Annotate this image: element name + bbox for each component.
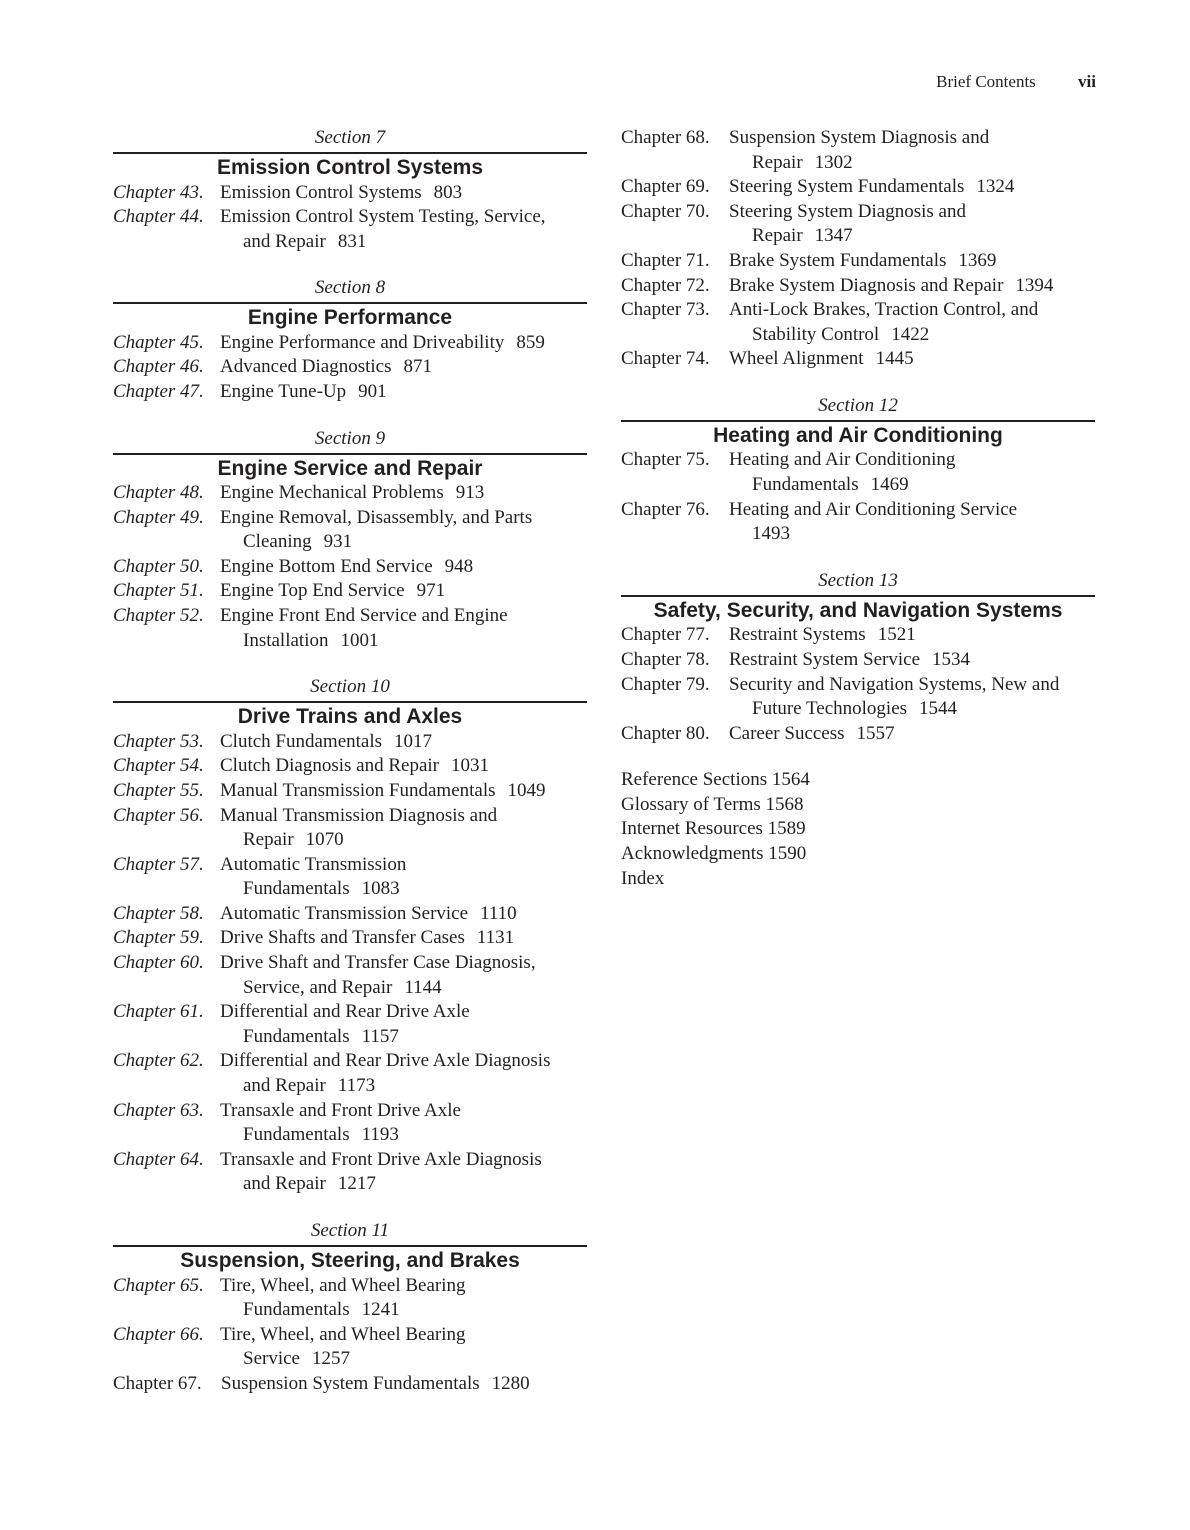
chapter-page-number: 901 [358,380,387,402]
toc-entry[interactable] [621,200,1095,249]
toc-entry[interactable] [113,951,587,1000]
entry-first-line [113,1000,587,1025]
chapter-title[interactable]: Cleaning [243,531,312,553]
entry-first-line [113,730,587,755]
chapter-number: Chapter 74. [621,348,710,370]
entry-first-line [113,926,587,951]
chapter-title[interactable]: Emission Control System Testing, Service, [220,206,546,228]
chapter-page-number: 1302 [814,151,853,173]
chapter-title[interactable]: and Repair [243,1075,326,1097]
section-title: Engine Performance [247,306,453,330]
chapter-number: Chapter 52. [113,605,204,627]
entry-first-line [621,200,1095,225]
toc-entry[interactable] [113,1323,587,1372]
entry-first-line [113,951,587,976]
chapter-title[interactable]: Drive Shafts and Transfer Cases [220,927,465,949]
chapter-page-number: 1493 [752,523,790,545]
chapter-title[interactable]: Brake System Diagnosis and Repair [729,274,1004,296]
chapter-title[interactable]: Engine Performance and Driveability [220,331,505,353]
toc-entry[interactable] [621,648,1095,673]
chapter-title[interactable]: and Repair [243,1173,326,1195]
chapter-page-number: 971 [416,580,446,602]
chapter-number: Chapter 69. [621,176,710,198]
section-title: Emission Control Systems [216,156,484,179]
back-matter-page: 1589 [767,818,806,840]
back-matter-item[interactable] [621,842,1095,867]
back-matter-list [621,768,1095,891]
chapter-page-number: 1422 [891,323,930,345]
chapter-page-number: 1144 [404,976,442,998]
back-matter-label: Internet Resources [621,818,763,840]
chapter-title[interactable]: Fundamentals [243,1299,350,1321]
section-label: Section 7 [314,127,386,148]
chapter-title[interactable]: Repair [752,151,803,173]
entry-continuation-line [113,530,587,555]
chapter-title[interactable]: Suspension System Diagnosis and [729,127,990,148]
toc-entry[interactable] [113,380,587,405]
section-title: Safety, Security, and Navigation Systems [653,598,1063,622]
back-matter-item[interactable] [621,867,1095,892]
chapter-number: Chapter 68. [621,127,710,148]
section-label: Section 9 [314,427,386,449]
toc-entry[interactable] [113,555,587,580]
chapter-title[interactable]: Engine Mechanical Problems [220,482,444,504]
chapter-number: Chapter 64. [113,1148,204,1170]
entry-continuation-line [113,877,587,902]
entry-first-line [113,779,587,804]
toc-entry[interactable] [113,754,587,779]
chapter-title[interactable]: and Repair [243,230,326,252]
chapter-number: Chapter 70. [621,200,710,222]
toc-entry[interactable] [113,355,587,380]
chapter-number: Chapter 60. [113,952,204,974]
chapter-number: Chapter 73. [621,299,710,321]
chapter-number: Chapter 66. [113,1323,204,1345]
chapter-title[interactable]: Engine Front End Service and Engine [220,605,508,627]
section-label: Section 10 [310,676,390,698]
toc-entry[interactable] [621,448,1095,497]
chapter-page-number: 1521 [877,624,916,646]
entry-first-line [621,175,1095,200]
chapter-number: Chapter 57. [113,853,204,875]
chapter-number: Chapter 72. [621,274,710,296]
chapter-title[interactable]: Career Success [729,722,845,744]
toc-entry[interactable] [113,331,587,356]
chapter-number: Chapter 50. [113,555,204,577]
entry-first-line [113,555,587,580]
section-title: Engine Service and Repair [217,456,483,480]
entry-first-line [113,181,587,206]
chapter-number: Chapter 47. [113,380,204,402]
entry-first-line [113,1148,587,1173]
back-matter-page: 1564 [771,769,810,791]
chapter-title[interactable]: Repair [243,829,294,851]
section-divider [113,152,587,154]
toc-entry[interactable] [113,181,587,206]
page-number: vii [1078,72,1096,91]
chapter-title[interactable]: Fundamentals [243,1124,350,1146]
chapter-page-number: 1347 [814,225,853,247]
section-divider [621,420,1095,422]
section-divider [113,1245,587,1247]
left-column [113,126,587,1418]
chapter-title[interactable]: Automatic Transmission [220,853,407,875]
chapter-title[interactable]: Future Technologies [752,698,908,720]
chapter-title[interactable]: Brake System Fundamentals [729,249,947,271]
section-divider [113,302,587,304]
section-title: Heating and Air Conditioning [713,423,1003,447]
entry-first-line [621,274,1095,299]
toc-entry[interactable] [113,1148,587,1197]
chapter-title[interactable]: Advanced Diagnostics [220,356,392,378]
chapter-title[interactable]: Engine Removal, Disassembly, and Parts [220,506,533,528]
running-head-title: Brief Contents [936,72,1036,91]
chapter-number: Chapter 79. [621,673,710,695]
chapter-page-number: 1257 [311,1348,350,1370]
entry-first-line [113,355,587,380]
chapter-title[interactable]: Steering System Diagnosis and [729,200,966,222]
chapter-page-number: 1445 [875,348,914,370]
section-label: Section 12 [818,394,898,416]
toc-entry[interactable] [113,205,587,254]
chapter-number: Chapter 43. [113,181,204,203]
chapter-title[interactable]: Restraint System Service [729,648,921,670]
entry-continuation-line [113,629,587,654]
entry-first-line [621,249,1095,274]
chapter-number: Chapter 58. [113,902,204,924]
chapter-number: Chapter 46. [113,356,204,378]
entry-first-line [113,1274,587,1299]
chapter-page-number: 803 [433,181,463,203]
chapter-page-number: 913 [455,482,485,504]
toc-section [621,569,1095,746]
entry-continuation-line [113,1347,587,1372]
chapter-number: Chapter 44. [113,206,204,228]
chapter-number: Chapter 65. [113,1274,204,1296]
entry-continuation-line [621,151,1095,176]
toc-section [621,394,1095,547]
entry-continuation-line [113,1123,587,1148]
back-matter-item[interactable] [621,793,1095,818]
chapter-number: Chapter 45. [113,331,204,353]
entry-continuation-line [113,828,587,853]
chapter-page-number: 1369 [958,249,997,271]
chapter-title[interactable]: Service [243,1348,300,1370]
running-head [936,71,1096,93]
chapter-title[interactable]: Differential and Rear Drive Axle Diagnosis [220,1050,551,1072]
chapter-number: Chapter 55. [113,779,204,801]
chapter-title[interactable]: Transaxle and Front Drive Axle [220,1099,461,1121]
toc-entry[interactable] [113,730,587,755]
toc-section [113,1219,587,1396]
chapter-title[interactable]: Restraint Systems [729,624,866,646]
chapter-page-number: 1534 [932,648,971,670]
entry-first-line [113,1049,587,1074]
toc-entry[interactable] [113,779,587,804]
section-divider [113,453,587,455]
back-matter-page: 1568 [765,793,804,815]
chapter-title[interactable]: Emission Control Systems [220,181,422,203]
chapter-title[interactable]: Heating and Air Conditioning [729,449,956,471]
toc-section [113,276,587,404]
chapter-page-number: 1193 [361,1124,399,1146]
chapter-page-number: 1001 [340,629,379,651]
entry-first-line [113,604,587,629]
toc-entry[interactable] [113,1000,587,1049]
chapter-number: Chapter 67. [113,1372,202,1394]
chapter-number: Chapter 54. [113,755,204,777]
chapter-page-number: 1031 [451,755,489,777]
chapter-title[interactable]: Manual Transmission Diagnosis and [220,804,498,826]
chapter-title[interactable]: Fundamentals [243,1025,350,1047]
toc-entry[interactable] [113,926,587,951]
chapter-number: Chapter 78. [621,648,710,670]
section-label: Section 8 [314,277,386,299]
toc-entry[interactable] [621,175,1095,200]
chapter-page-number: 1217 [337,1173,376,1195]
continued-chapters [621,126,1095,372]
chapter-page-number: 1110 [480,902,517,924]
chapter-page-number: 1157 [361,1025,399,1047]
entry-first-line [621,722,1095,747]
chapter-title[interactable]: Steering System Fundamentals [729,176,965,198]
entry-first-line [113,506,587,531]
toc-section [113,427,587,654]
chapter-page-number: 871 [403,356,432,378]
back-matter-label: Acknowledgments [621,843,764,865]
entry-continuation-line [113,1025,587,1050]
entry-first-line [113,853,587,878]
section-divider [113,701,587,703]
entry-first-line [621,673,1095,698]
chapter-number: Chapter 53. [113,730,204,752]
toc-entry[interactable] [113,579,587,604]
chapter-number: Chapter 76. [621,498,710,520]
chapter-title[interactable]: Security and Navigation Systems, New and [729,673,1060,695]
chapter-page-number: 1557 [856,722,895,744]
section-label: Section 13 [818,569,898,591]
chapter-page-number: 1394 [1015,274,1054,296]
chapter-number: Chapter 75. [621,449,710,471]
entry-first-line [113,331,587,356]
toc-entry[interactable] [113,506,587,555]
toc-entry[interactable] [621,274,1095,299]
chapter-title[interactable]: Engine Top End Service [220,580,405,602]
chapter-title[interactable]: Installation [243,629,329,651]
chapter-page-number: 831 [337,230,367,252]
entry-continuation-line [113,976,587,1001]
entry-continuation-line [621,522,1095,547]
section-title: Drive Trains and Axles [237,705,463,729]
toc-section [113,126,587,254]
entry-first-line [113,380,587,405]
entry-first-line [621,347,1095,372]
back-matter-label: Glossary of Terms [621,793,761,815]
toc-entry[interactable] [113,1274,587,1323]
chapter-title[interactable]: Anti-Lock Brakes, Traction Control, and [729,299,1039,321]
entry-first-line [621,623,1095,648]
chapter-title[interactable]: Drive Shaft and Transfer Case Diagnosis, [220,952,536,974]
toc-entry[interactable] [113,804,587,853]
entry-first-line [113,804,587,829]
toc-entry[interactable] [621,249,1095,274]
entry-first-line [113,1372,587,1397]
chapter-page-number: 859 [516,331,545,353]
toc-entry[interactable] [113,902,587,927]
chapter-title[interactable]: Engine Bottom End Service [220,555,433,577]
entry-continuation-line [621,323,1095,348]
chapter-page-number: 1280 [491,1372,530,1394]
entry-first-line [621,498,1095,523]
entry-continuation-line [113,1298,587,1323]
chapter-page-number: 1083 [361,878,400,900]
chapter-title[interactable]: Suspension System Fundamentals [221,1372,480,1394]
chapter-title[interactable]: Fundamentals [243,878,350,900]
toc-entry[interactable] [113,481,587,506]
toc-entry[interactable] [113,1372,587,1397]
entry-first-line [621,448,1095,473]
chapter-title[interactable]: Wheel Alignment [729,348,864,370]
chapter-title[interactable]: Tire, Wheel, and Wheel Bearing [220,1323,466,1345]
entry-continuation-line [113,230,587,255]
chapter-title[interactable]: Engine Tune-Up [220,380,347,402]
toc-entry[interactable] [113,1049,587,1098]
chapter-page-number: 1173 [337,1075,376,1097]
entry-first-line [621,126,1095,151]
section-divider [621,595,1095,597]
entry-first-line [113,902,587,927]
toc-entry[interactable] [113,1099,587,1148]
chapter-page-number: 1324 [976,176,1015,198]
chapter-page-number: 1544 [919,698,958,720]
chapter-number: Chapter 62. [113,1050,204,1072]
chapter-number: Chapter 49. [113,506,204,528]
chapter-title[interactable]: Differential and Rear Drive Axle [220,1001,470,1023]
toc-entry[interactable] [113,853,587,902]
chapter-number: Chapter 80. [621,722,710,744]
back-matter-page: 1590 [768,843,807,865]
entry-first-line [621,648,1095,673]
chapter-page-number: 1070 [305,829,344,851]
toc-entry[interactable] [621,347,1095,372]
chapter-title[interactable]: Automatic Transmission Service [220,902,469,924]
chapter-title[interactable]: Manual Transmission Fundamentals [220,779,496,801]
toc-entry[interactable] [621,623,1095,648]
toc-entry[interactable] [621,722,1095,747]
chapter-title[interactable]: Repair [752,225,803,247]
chapter-number: Chapter 63. [113,1099,204,1121]
chapter-page-number: 1131 [476,927,515,949]
chapter-page-number: 948 [444,555,474,577]
chapter-number: Chapter 56. [113,804,204,826]
section-title: Suspension, Steering, and Brakes [180,1249,520,1272]
entry-continuation-line [621,224,1095,249]
chapter-number: Chapter 61. [113,1001,204,1023]
chapter-title[interactable]: Tire, Wheel, and Wheel Bearing [220,1274,466,1296]
chapter-number: Chapter 51. [113,580,204,602]
section-label: Section 11 [310,1220,390,1241]
back-matter-label: Reference Sections [621,769,768,791]
chapter-page-number: 1469 [870,474,909,496]
entry-first-line [113,1323,587,1348]
entry-continuation-line [113,1172,587,1197]
chapter-number: Chapter 77. [621,624,710,646]
chapter-page-number: 931 [323,531,353,553]
right-column [621,126,1095,891]
entry-continuation-line [113,1074,587,1099]
entry-first-line [621,298,1095,323]
toc-entry[interactable] [621,673,1095,722]
entry-first-line [113,481,587,506]
toc-entry[interactable] [621,498,1095,547]
chapter-number: Chapter 59. [113,927,204,949]
chapter-title[interactable]: Stability Control [752,323,880,345]
back-matter-label: Index [621,867,665,889]
entry-first-line [113,205,587,230]
back-matter-item[interactable] [621,768,1095,793]
chapter-number: Chapter 71. [621,249,710,271]
chapter-title[interactable]: Service, and Repair [243,976,393,998]
chapter-page-number: 1017 [394,730,433,752]
entry-first-line [113,754,587,779]
back-matter-item[interactable] [621,817,1095,842]
entry-first-line [113,579,587,604]
chapter-number: Chapter 48. [113,482,204,504]
entry-continuation-line [621,697,1095,722]
toc-section [113,675,587,1197]
chapter-title[interactable]: Fundamentals [752,474,859,496]
chapter-title[interactable]: Heating and Air Conditioning Service [729,498,1018,520]
toc-entry[interactable] [621,126,1095,175]
chapter-page-number: 1241 [361,1299,400,1321]
toc-entry[interactable] [621,298,1095,347]
toc-entry[interactable] [113,604,587,653]
entry-continuation-line [621,473,1095,498]
chapter-title[interactable]: Clutch Diagnosis and Repair [220,755,439,777]
chapter-page-number: 1049 [507,779,546,801]
chapter-title[interactable]: Clutch Fundamentals [220,730,383,752]
chapter-title[interactable]: Transaxle and Front Drive Axle Diagnosis [220,1148,542,1170]
entry-first-line [113,1099,587,1124]
